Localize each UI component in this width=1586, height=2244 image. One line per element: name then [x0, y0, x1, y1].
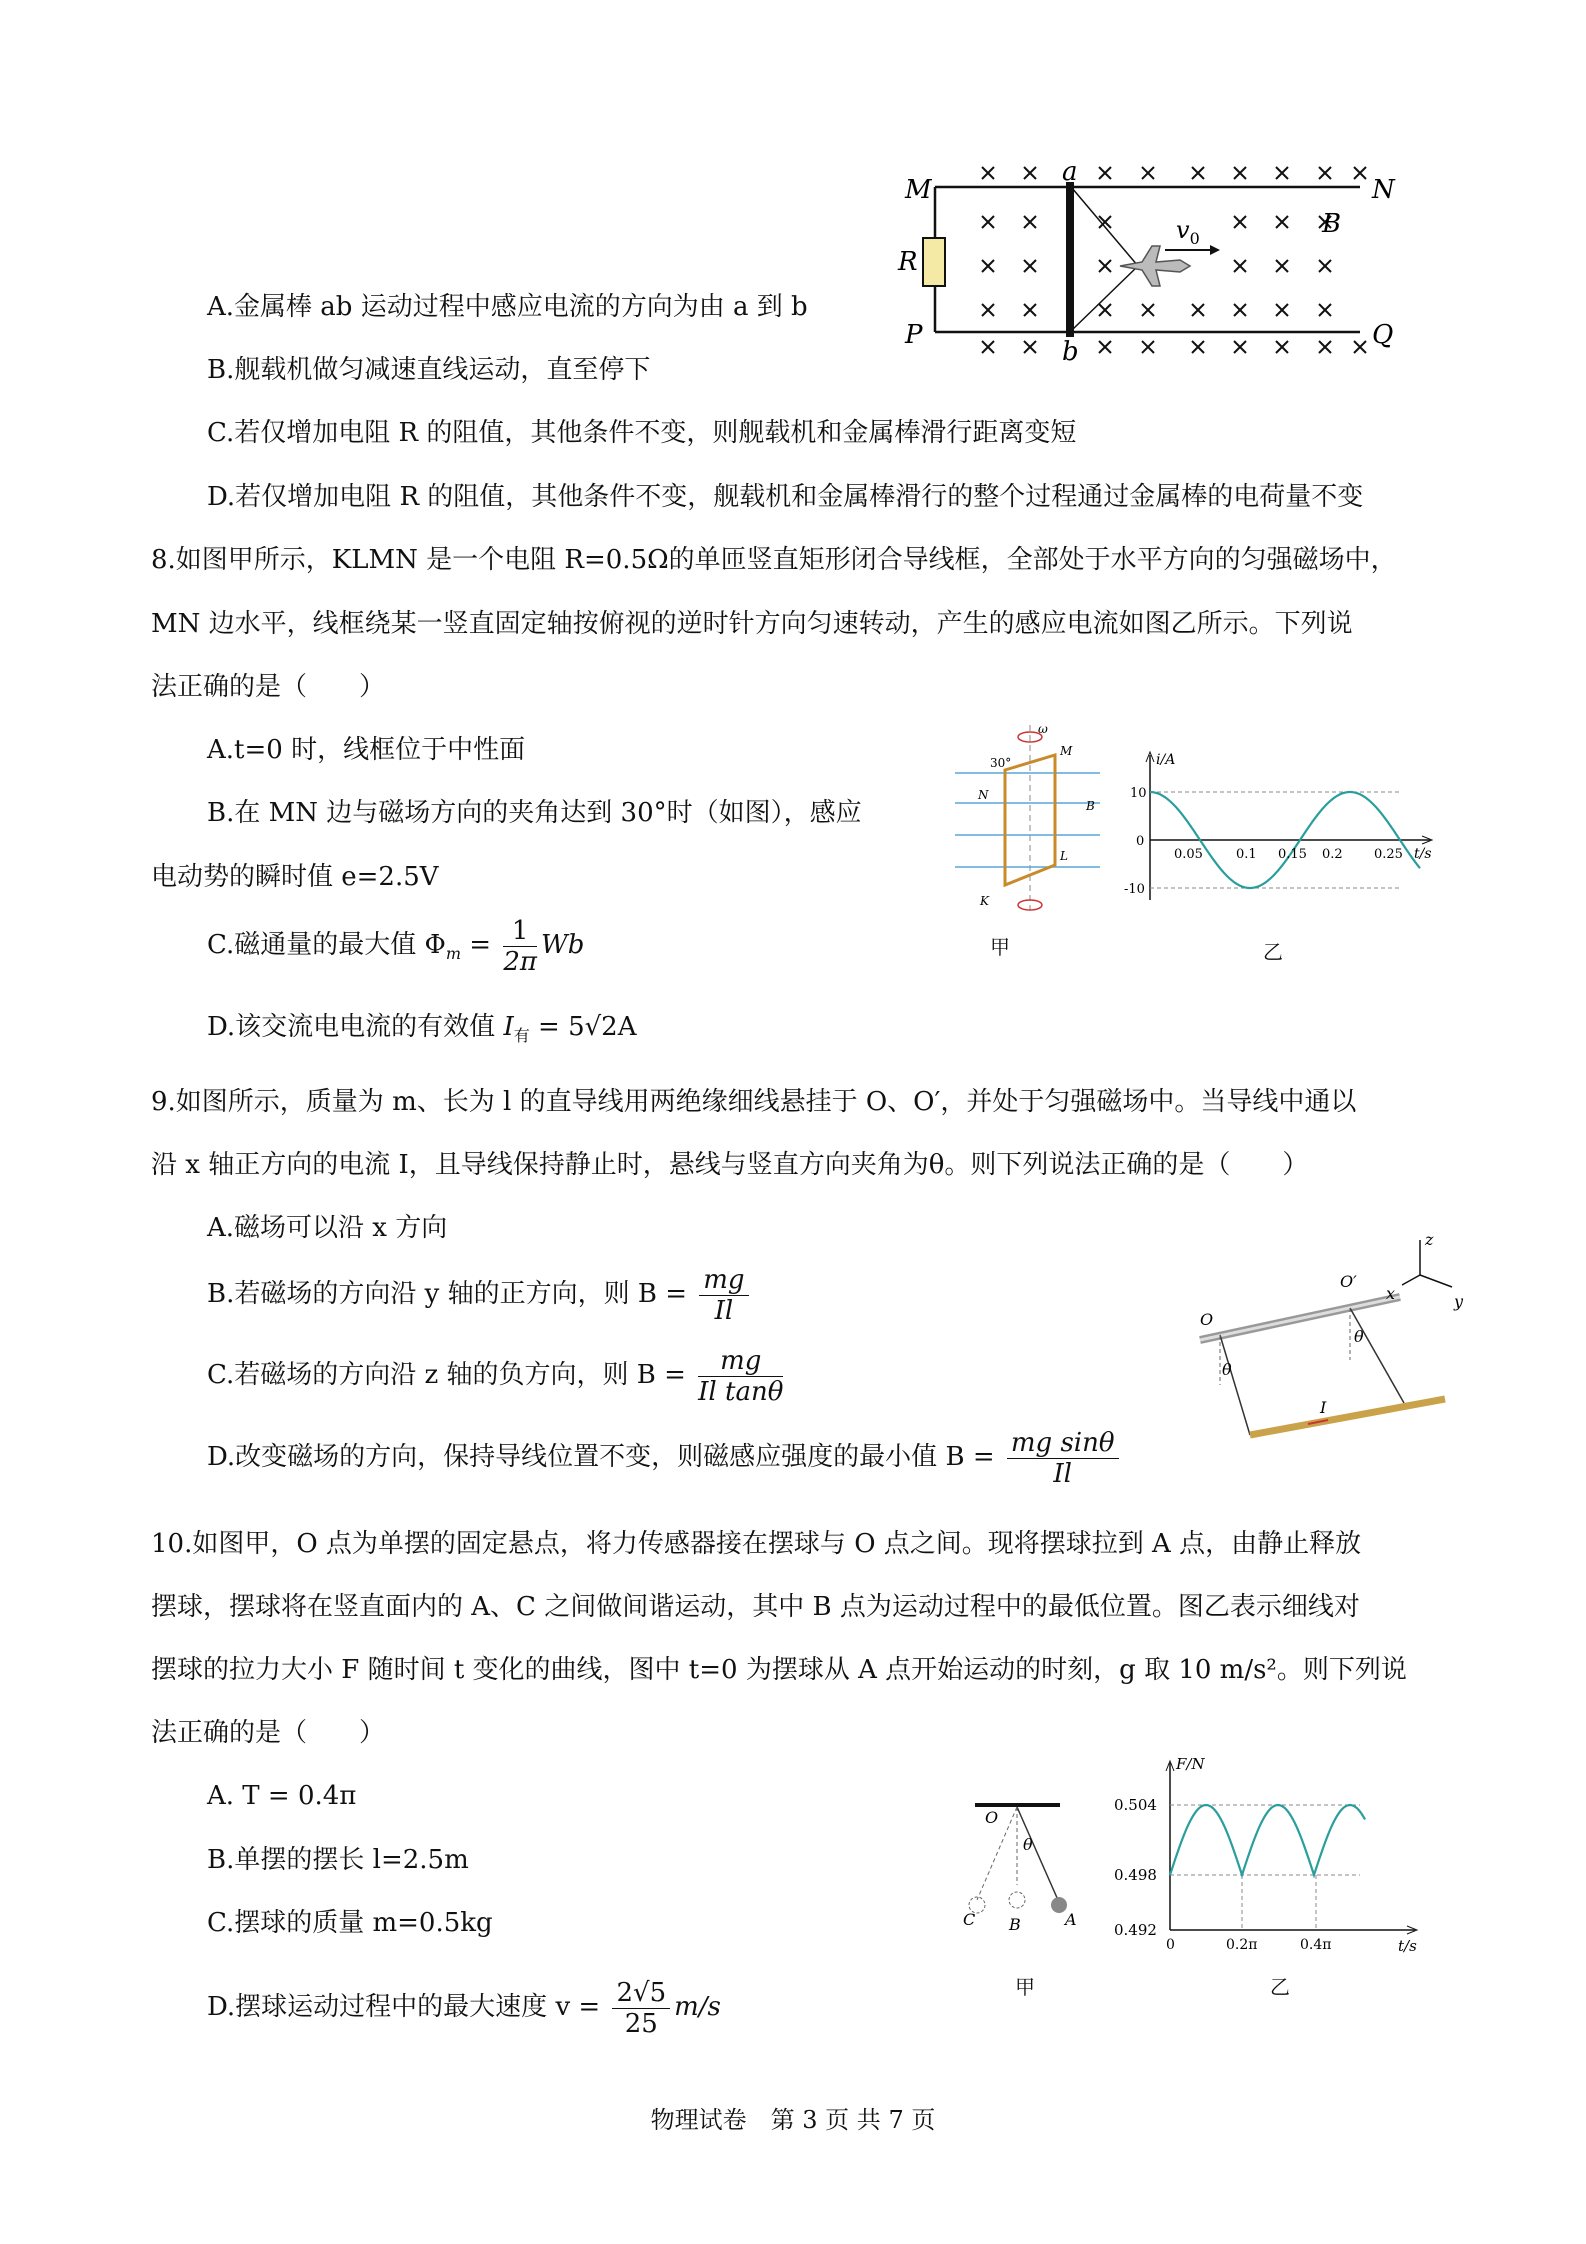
field-cross-icon [1276, 167, 1288, 179]
q9-fig-theta2: θ [1354, 1327, 1364, 1346]
field-cross-icon [1319, 304, 1331, 316]
field-cross-icon [982, 341, 994, 353]
field-cross-icon [982, 167, 994, 179]
q7-option-a: A.金属棒 ab 运动过程中感应电流的方向为由 a 到 b [207, 292, 808, 322]
field-cross-icon [1192, 167, 1204, 179]
field-cross-icon [1099, 167, 1111, 179]
q10-fig-O: O [985, 1808, 999, 1827]
q10-stem-line3: 摆球的拉力大小 F 随时间 t 变化的曲线，图中 t=0 为摆球从 A 点开始运动的时刻，g 取 10 m/s²。则下列说 [151, 1655, 1407, 1685]
field-cross-icon [982, 304, 994, 316]
field-cross-icon [1099, 260, 1111, 272]
q8-chart-ytick-neg10: -10 [1124, 882, 1145, 897]
q10-fig-yi-caption: 乙 [1270, 1975, 1290, 1999]
q8-fig-yi-caption: 乙 [1263, 940, 1283, 964]
q9-option-a: A.磁场可以沿 x 方向 [207, 1213, 448, 1243]
field-cross-icon [982, 216, 994, 228]
q8-chart-xtick-025: 0.25 [1374, 847, 1403, 862]
q8-frame-figure [950, 722, 1110, 920]
q7-option-d: D.若仅增加电阻 R 的阻值，其他条件不变，舰载机和金属棒滑行的整个过程通过金属棒的电荷量不变 [207, 482, 1364, 512]
q8-fig-N: N [978, 788, 989, 802]
q8-fig-omega: ω [1038, 722, 1048, 736]
q10-chart-ytick-0504: 0.504 [1114, 1796, 1157, 1814]
q9-option-c: C.若磁场的方向沿 z 轴的负方向，则 B = $\frac{mg}{\text{Il tanθ}}$ [207, 1345, 784, 1407]
q9-fig-x: x [1386, 1284, 1396, 1303]
page-footer: 物理试卷 第 3 页 共 7 页 [650, 2106, 936, 2134]
label-Q: Q [1372, 320, 1394, 350]
q7-option-c: C.若仅增加电阻 R 的阻值，其他条件不变，则舰载机和金属棒滑行距离变短 [207, 418, 1077, 448]
q10-fig-jia-caption: 甲 [1015, 1975, 1035, 1999]
q8-fig-B: B [1086, 799, 1095, 813]
q8-chart-xtick-005: 0.05 [1174, 847, 1203, 862]
q8-chart-xtick-015: 0.15 [1278, 847, 1307, 862]
q10-chart-ytick-0498: 0.498 [1114, 1866, 1157, 1884]
q8-option-c: C.磁通量的最大值 $\Phi_m$ = $\frac{1}{2\pi}$ Wb [207, 915, 585, 977]
q10-fig-A: A [1065, 1910, 1077, 1929]
field-cross-icon [1319, 260, 1331, 272]
field-cross-icon [1099, 304, 1111, 316]
q9-fig-O: O [1200, 1310, 1214, 1329]
field-cross-icon [1024, 216, 1036, 228]
q8-chart-ytick-10: 10 [1130, 786, 1147, 801]
q7-rail-figure [880, 157, 1420, 370]
q10-chart-xtick-04pi: 0.4π [1300, 1937, 1332, 1953]
field-cross-icon [1099, 341, 1111, 353]
q9-stem-line1: 9.如图所示，质量为 m、长为 l 的直导线用两绝缘细线悬挂于 O、O′，并处于匀强磁场中。当导线中通以 [151, 1087, 1357, 1117]
q10-option-b: B.单摆的摆长 l=2.5m [207, 1845, 469, 1875]
field-cross-icon [1024, 304, 1036, 316]
q8-chart-ytick-0: 0 [1136, 834, 1145, 849]
q8-option-d: D.该交流电电流的有效值 $I_有 = 5√2A$ [207, 1012, 637, 1046]
q10-option-c: C.摆球的质量 m=0.5kg [207, 1908, 493, 1938]
q9-option-b: B.若磁场的方向沿 y 轴的正方向，则 B = $\frac{mg}{Il}$ [207, 1262, 753, 1326]
q10-stem-line1: 10.如图甲，O 点为单摆的固定悬点，将力传感器接在摆球与 O 点之间。现将摆球拉到 A 点，由静止释放 [151, 1529, 1362, 1559]
q8-stem-line2: MN 边水平，线框绕某一竖直固定轴按俯视的逆时针方向匀速转动，产生的感应电流如图乙所示。下列说 [151, 609, 1353, 639]
field-cross-icon [1192, 341, 1204, 353]
field-cross-icon [1234, 216, 1246, 228]
q8-fig-angle: 30° [990, 756, 1012, 770]
field-cross-icon [1142, 304, 1154, 316]
label-P: P [905, 320, 923, 350]
field-cross-icon [1354, 341, 1366, 353]
q9-fig-z: z [1425, 1230, 1434, 1249]
field-cross-icon [1319, 341, 1331, 353]
field-cross-icon [1234, 304, 1246, 316]
q8-option-b-line1: B.在 MN 边与磁场方向的夹角达到 30°时（如图），感应 [207, 798, 862, 828]
q10-pendulum-figure [965, 1795, 1075, 1945]
field-cross-icon [1142, 167, 1154, 179]
label-v0: $v_0$ [1176, 216, 1200, 248]
field-cross-icon [1276, 304, 1288, 316]
q8-option-a: A.t=0 时，线框位于中性面 [207, 735, 526, 765]
q8-current-chart [1124, 750, 1440, 910]
q8-fig-K: K [980, 894, 989, 908]
q9-fig-O2: O′ [1340, 1272, 1357, 1291]
field-cross-icon [1024, 167, 1036, 179]
q9-option-d: D.改变磁场的方向，保持导线位置不变，则磁感应强度的最小值 B = $\frac{\text{mg sinθ}}{Il}$ [207, 1425, 1123, 1489]
q8-option-b-line2: 电动势的瞬时值 e=2.5V [151, 862, 439, 892]
q10-stem-line4: 法正确的是（ ） [151, 1718, 386, 1748]
q8-stem-line1: 8.如图甲所示，KLMN 是一个电阻 R=0.5Ω的单匝竖直矩形闭合导线框，全部处于水平方向的匀强磁场中， [151, 545, 1397, 575]
field-cross-icon [1234, 341, 1246, 353]
q8-fig-M: M [1060, 744, 1073, 758]
field-cross-icon [1234, 167, 1246, 179]
q10-option-d: D.摆球运动过程中的最大速度 v = $\frac{2√5}{25}$ m/s [207, 1977, 721, 2039]
field-cross-icon [1276, 341, 1288, 353]
label-b: b [1062, 337, 1079, 367]
q10-chart-xtick-0: 0 [1166, 1937, 1175, 1953]
field-cross-icon [982, 260, 994, 272]
q10-force-chart [1110, 1755, 1430, 1955]
q10-chart-xlabel: t/s [1398, 1937, 1417, 1955]
q10-chart-ytick-0492: 0.492 [1114, 1921, 1157, 1939]
field-cross-icon [1319, 167, 1331, 179]
field-cross-icon [1024, 260, 1036, 272]
field-cross-icon [1276, 216, 1288, 228]
field-cross-icon [1192, 304, 1204, 316]
q10-stem-line2: 摆球，摆球将在竖直面内的 A、C 之间做间谐运动，其中 B 点为运动过程中的最低位置。图乙表示细线对 [151, 1592, 1360, 1622]
q10-option-a: A. T = 0.4π [207, 1781, 357, 1811]
q8-fig-jia-caption: 甲 [990, 935, 1010, 959]
q10-fig-B: B [1009, 1915, 1021, 1934]
label-N: N [1372, 175, 1395, 205]
label-B: B [1322, 209, 1342, 239]
field-cross-icon [1142, 341, 1154, 353]
field-cross-icon [1276, 260, 1288, 272]
q9-wire-figure [1190, 1225, 1490, 1445]
q8-stem-line3: 法正确的是（ ） [151, 672, 386, 702]
field-cross-icon [1234, 260, 1246, 272]
field-cross-icon [1354, 167, 1366, 179]
q9-stem-line2: 沿 x 轴正方向的电流 I，且导线保持静止时，悬线与竖直方向夹角为θ。则下列说法正确的是（ ） [151, 1150, 1309, 1180]
q9-fig-I: I [1320, 1398, 1327, 1417]
q8-chart-xtick-01: 0.1 [1236, 847, 1257, 862]
q10-fig-C: C [963, 1910, 976, 1929]
label-M: M [905, 175, 932, 205]
q10-chart-ylabel: F/N [1176, 1755, 1205, 1773]
q9-fig-theta1: θ [1222, 1360, 1232, 1379]
q10-chart-xtick-02pi: 0.2π [1226, 1937, 1258, 1953]
q8-chart-xlabel: t/s [1414, 846, 1432, 862]
q10-fig-theta: θ [1023, 1835, 1033, 1854]
q8-chart-xtick-02: 0.2 [1322, 847, 1343, 862]
label-a: a [1062, 157, 1078, 187]
q8-chart-ylabel: i/A [1156, 752, 1176, 768]
q9-fig-y: y [1454, 1292, 1464, 1311]
label-R: R [898, 247, 918, 277]
q7-option-b: B.舰载机做匀减速直线运动，直至停下 [207, 355, 651, 385]
q8-fig-L: L [1060, 849, 1068, 863]
field-cross-icon [1024, 341, 1036, 353]
